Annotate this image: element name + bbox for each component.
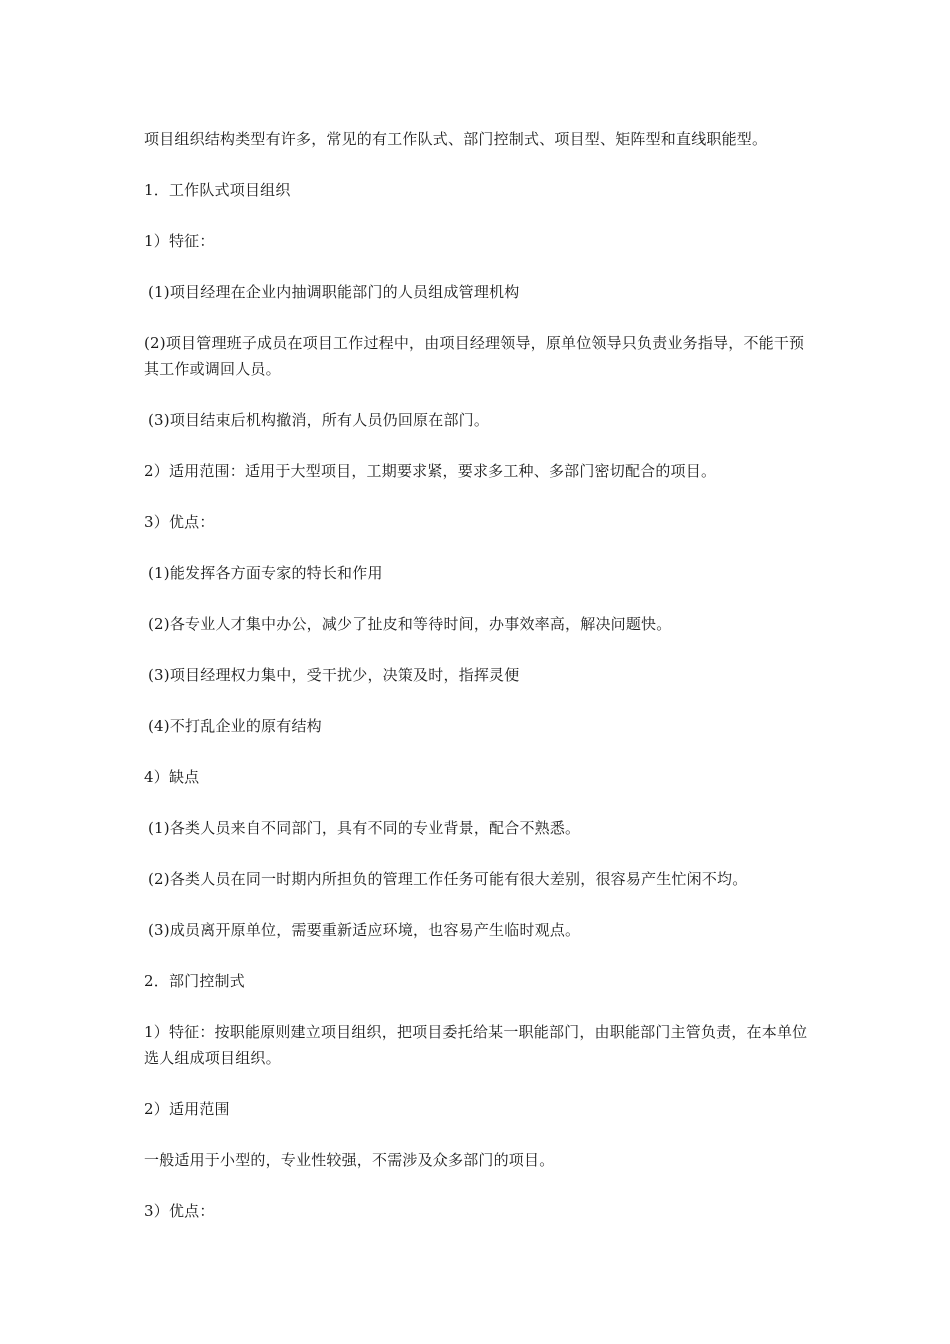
paragraph: 项目组织结构类型有许多，常见的有工作队式、部门控制式、项目型、矩阵型和直线职能型。 xyxy=(144,130,768,148)
list-item: (4)不打乱企业的原有结构 xyxy=(148,717,322,735)
subheading: 2）适用范围：适用于大型项目，工期要求紧，要求多工种、多部门密切配合的项目。 xyxy=(144,462,717,480)
list-item: (3)项目结束后机构撤消，所有人员仍回原在部门。 xyxy=(148,411,490,429)
list-item: (1)能发挥各方面专家的特长和作用 xyxy=(148,564,383,582)
list-item: (3)成员离开原单位，需要重新适应环境，也容易产生临时观点。 xyxy=(148,921,581,939)
subheading: 2）适用范围 xyxy=(144,1100,230,1118)
document-body xyxy=(144,126,808,1249)
subheading: 3）优点： xyxy=(144,513,215,531)
list-item: (1)各类人员来自不同部门，具有不同的专业背景，配合不熟悉。 xyxy=(148,819,581,837)
list-item: (2)项目管理班子成员在项目工作过程中，由项目经理领导，原单位领导只负责业务指导，不能干预其工作或调回人员。 xyxy=(144,334,805,378)
list-item: (1)项目经理在企业内抽调职能部门的人员组成管理机构 xyxy=(148,283,520,301)
list-item: (2)各专业人才集中办公，减少了扯皮和等待时间，办事效率高，解决问题快。 xyxy=(148,615,672,633)
subheading: 4）缺点 xyxy=(144,768,200,786)
subheading: 3）优点： xyxy=(144,1202,215,1220)
list-item: (2)各类人员在同一时期内所担负的管理工作任务可能有很大差别，很容易产生忙闲不均。 xyxy=(148,870,748,888)
paragraph: 1）特征：按职能原则建立项目组织，把项目委托给某一职能部门，由职能部门主管负责，在本单位选人组成项目组织。 xyxy=(144,1023,808,1067)
list-item: (3)项目经理权力集中，受干扰少，决策及时，指挥灵便 xyxy=(148,666,520,684)
section-heading: 2．部门控制式 xyxy=(144,972,245,990)
section-heading: 1．工作队式项目组织 xyxy=(144,181,291,199)
subheading: 1）特征： xyxy=(144,232,215,250)
paragraph: 一般适用于小型的，专业性较强，不需涉及众多部门的项目。 xyxy=(144,1151,555,1169)
